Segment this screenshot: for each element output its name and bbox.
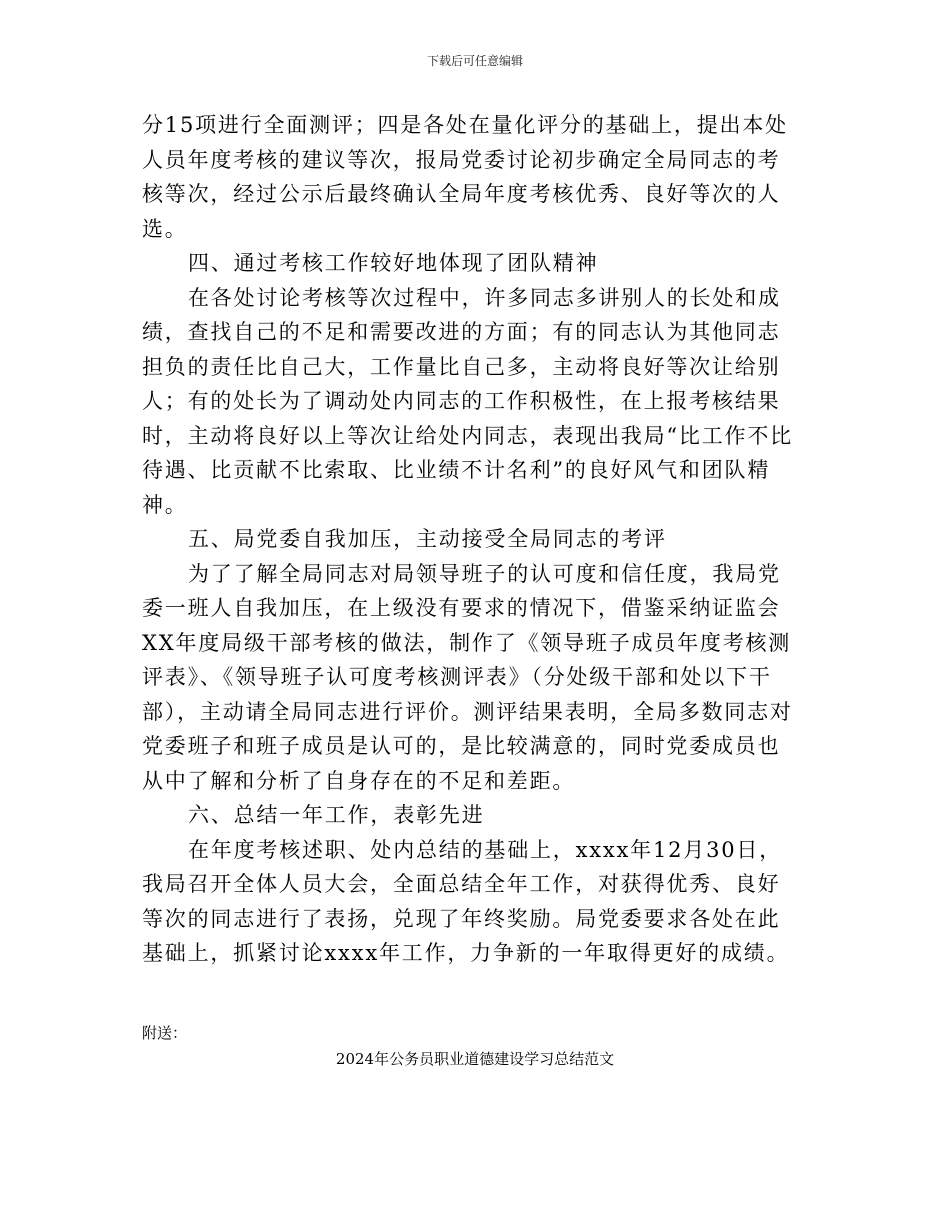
attachment-label: 附送： [142,1024,188,1042]
body-paragraph: 在年度考核述职、处内总结的基础上，xxxx年12月30日，我局召开全体人员大会，全面总结全年工作，对获得优秀、良好等次的同志进行了表扬，兑现了年终奖励。局党委要求各处在此基础上，抓紧讨论xxxx年工作，力争新的一年取得更好的成绩。 [142,837,790,965]
body-paragraph: 在各处讨论考核等次过程中，许多同志多讲别人的长处和成绩，查找自己的不足和需要改进的方面；有的同志认为其他同志担负的责任比自己大，工作量比自己多，主动将良好等次让给别人；有的处长为了调动处内同志的工作积极性，在上报考核结果时，主动将良好以上等次让给处内同志，表现出我局“比工作不比待遇、比贡献不比索取、比业绩不计名利”的良好风气和团队精神。 [142,285,793,517]
body-paragraph: 为了了解全局同志对局领导班子的认可度和信任度，我局党委一班人自我加压，在上级没有要求的情况下，借鉴采纳证监会XX年度局级干部考核的做法，制作了《领导班子成员年度考核测评表》、《领导班子认可度考核测评表》（分处级干部和处以下干部），主动请全局同志进行评价。测评结果表明，全局多数同志对党委班子和班子成员是认可的，是比较满意的，同时党委成员也从中了解和分析了自身存在的不足和差距。 [142,561,793,793]
attachment-title: 2024年公务员职业道德建设学习总结范文 [335,1050,615,1068]
body-paragraph-continued: 分15项进行全面测评；四是各处在量化评分的基础上，提出本处人员年度考核的建议等次，报局党委讨论初步确定全局同志的考核等次，经过公示后最终确认全局年度考核优秀、良好等次的人选。 [142,113,788,241]
section-heading-4: 四、通过考核工作较好地体现了团队精神 [188,251,599,275]
page-header: 下载后可任意编辑 [426,54,523,68]
document-body [142,108,802,971]
section-heading-6: 六、总结一年工作，表彰先进 [188,803,485,827]
section-heading-5: 五、局党委自我加压，主动接受全局同志的考评 [188,527,667,551]
